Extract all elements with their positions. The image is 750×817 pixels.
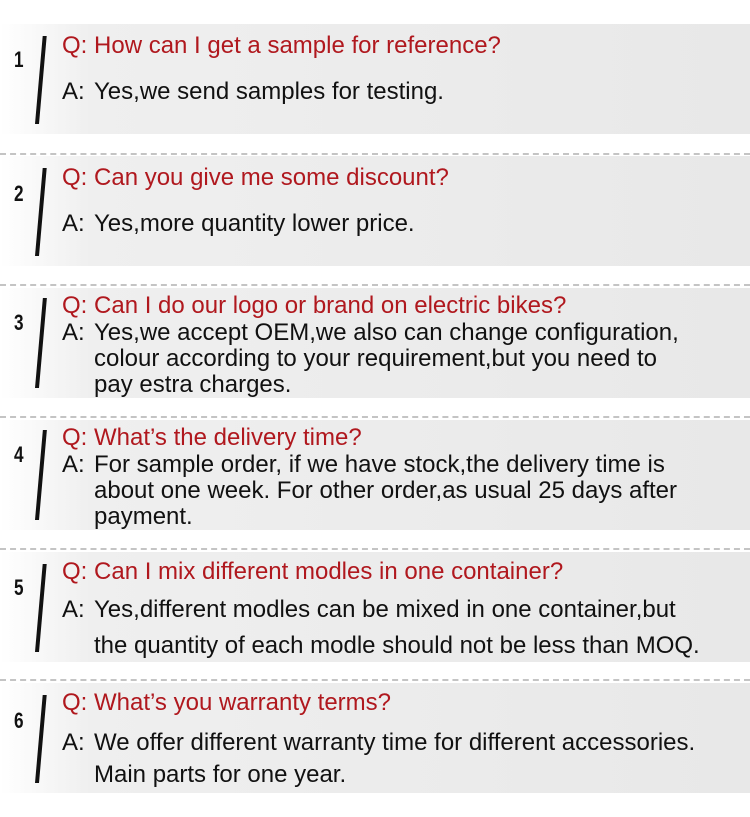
dashed-divider — [0, 153, 750, 155]
slash-divider-icon — [35, 168, 47, 256]
faq-number: 5 — [14, 575, 24, 600]
dashed-divider — [0, 416, 750, 418]
slash-divider-icon — [35, 430, 47, 520]
slash-divider-icon — [35, 36, 47, 124]
dashed-divider — [0, 679, 750, 681]
faq-question: Q: Can I do our logo or brand on electric bikes? — [62, 292, 567, 319]
faq-item-3 — [0, 288, 750, 398]
faq-number: 6 — [14, 708, 24, 733]
dashed-divider — [0, 284, 750, 286]
slash-divider-icon — [35, 695, 47, 783]
faq-item-4 — [0, 420, 750, 530]
dashed-divider — [0, 548, 750, 550]
faq-answer: A: Yes,we send samples for testing. — [62, 78, 444, 105]
faq-item-2 — [0, 156, 750, 266]
faq-number: 1 — [14, 47, 24, 72]
faq-item-5 — [0, 552, 750, 662]
faq-answer: A: Yes,more quantity lower price. — [62, 210, 415, 237]
faq-item-1 — [0, 24, 750, 134]
faq-answer: A: Yes,we accept OEM,we also can change configuration, colour according to your requirement,but you need to pay estra charges. — [62, 319, 679, 398]
slash-divider-icon — [35, 298, 47, 388]
faq-question: Q: How can I get a sample for reference? — [62, 32, 501, 59]
faq-number: 4 — [14, 442, 24, 467]
faq-answer: A: Yes,different modles can be mixed in one container,but the quantity of each modle should not be less than MOQ. — [62, 596, 700, 659]
faq-number: 3 — [14, 310, 24, 335]
faq-answer: A: For sample order, if we have stock,the delivery time is about one week. For other order,as usual 25 days after payment. — [62, 451, 678, 530]
faq-question: Q: Can I mix different modles in one container? — [62, 558, 564, 585]
faq-answer: A: We offer different warranty time for different accessories. Main parts for one year. — [62, 729, 696, 788]
faq-question: Q: What’s the delivery time? — [62, 424, 362, 451]
faq-item-6 — [0, 683, 750, 793]
slash-divider-icon — [35, 564, 47, 652]
faq-question: Q: Can you give me some discount? — [62, 164, 449, 191]
faq-question: Q: What’s you warranty terms? — [62, 689, 392, 716]
faq-number: 2 — [14, 181, 24, 206]
